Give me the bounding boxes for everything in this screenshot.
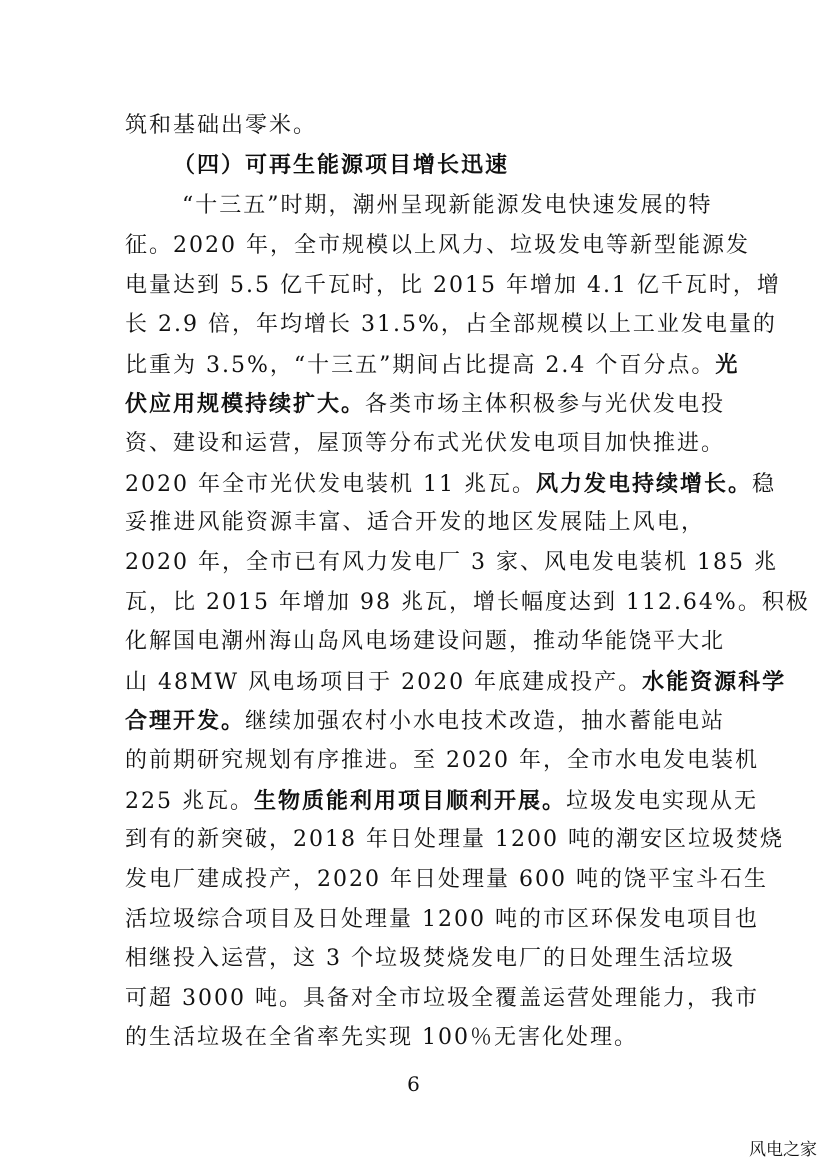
paragraph-line: 长 2.9 倍，年均增长 31.5%，占全部规模以上工业发电量的 [125,312,777,337]
paragraph-line: 征。2020 年，全市规模以上风力、垃圾发电等新型能源发 [125,233,750,258]
paragraph-line: 2020 年，全市已有风力发电厂 3 家、风电发电装机 185 兆 [125,550,778,575]
paragraph-line [125,662,787,702]
paragraph-line: 活垃圾综合项目及日处理量 1200 吨的市区环保发电项目也 [125,907,759,932]
paragraph-line: 资、建设和运营，屋顶等分布式光伏发电项目加快推进。 [125,431,726,456]
highlight-run: 风力发电持续增长。 [535,471,752,497]
highlight-run: 合理开发。 [125,708,246,734]
paragraph-line: 到有的新突破，2018 年日处理量 1200 吨的潮安区垃圾焚烧 [125,827,784,852]
paragraph-line: 可超 3000 吨。具备对全市垃圾全覆盖运营处理能力，我市 [125,986,759,1011]
paragraph-line: 化解国电潮州海山岛风电场建设问题，推动华能饶平大北 [125,629,726,654]
paragraph-line: “十三五”时期，潮州呈现新能源发电快速发展的特 [182,193,713,218]
text-run: 垃圾发电实现从无 [566,789,759,814]
paragraph-line: 电量达到 5.5 亿千瓦时，比 2015 年增加 4.1 亿千瓦时，增 [125,273,781,298]
paragraph-line [125,464,776,504]
text-run: 2020 年全市光伏发电装机 11 兆瓦。 [125,472,536,497]
text-run: 继续加强农村小水电技术改造，抽水蓄能电站 [245,709,726,734]
highlight-run: 伏应用规模持续扩大。 [125,391,366,417]
highlight-run: 生物质能利用项目顺利开展。 [254,788,567,814]
paragraph-line: 发电厂建成投产，2020 年日处理量 600 吨的饶平宝斗石生 [125,867,768,892]
text-run: 比重为 3.5%，“十三五”期间占比提高 2.4 个百分点。 [125,353,716,378]
text-run: 稳 [751,472,776,497]
paragraph-line: 的生活垃圾在全省率先实现 100％无害化处理。 [125,1025,638,1050]
paragraph-line: 筑和基础出零米。 [125,113,318,138]
paragraph-line [125,701,726,741]
paragraph-line: 瓦，比 2015 年增加 98 兆瓦，增长幅度达到 112.64%。积极 [125,590,810,615]
paragraph-line [125,384,726,424]
section-heading: （四）可再生能源项目增长迅速 [173,152,510,178]
page-number: 6 [407,1072,420,1096]
paragraph-line: 妥推进风能资源丰富、适合开发的地区发展陆上风电， [125,510,705,535]
highlight-run: 光 [715,352,740,378]
text-run: 225 兆瓦。 [125,789,254,814]
paragraph-line [125,345,740,385]
highlight-run: 水能资源科学 [642,669,787,695]
paragraph-line: 的前期研究规划有序推进。至 2020 年，全市水电发电装机 [125,748,759,773]
paragraph-line: 相继投入运营，这 3 个垃圾焚烧发电厂的日处理生活垃圾 [125,946,735,971]
text-run: 各类市场主体积极参与光伏发电投 [365,392,726,417]
text-run: 山 48MW 风电场项目于 2020 年底建成投产。 [125,670,643,695]
paragraph-line [125,781,759,821]
watermark: 风电之家 [749,1140,817,1160]
